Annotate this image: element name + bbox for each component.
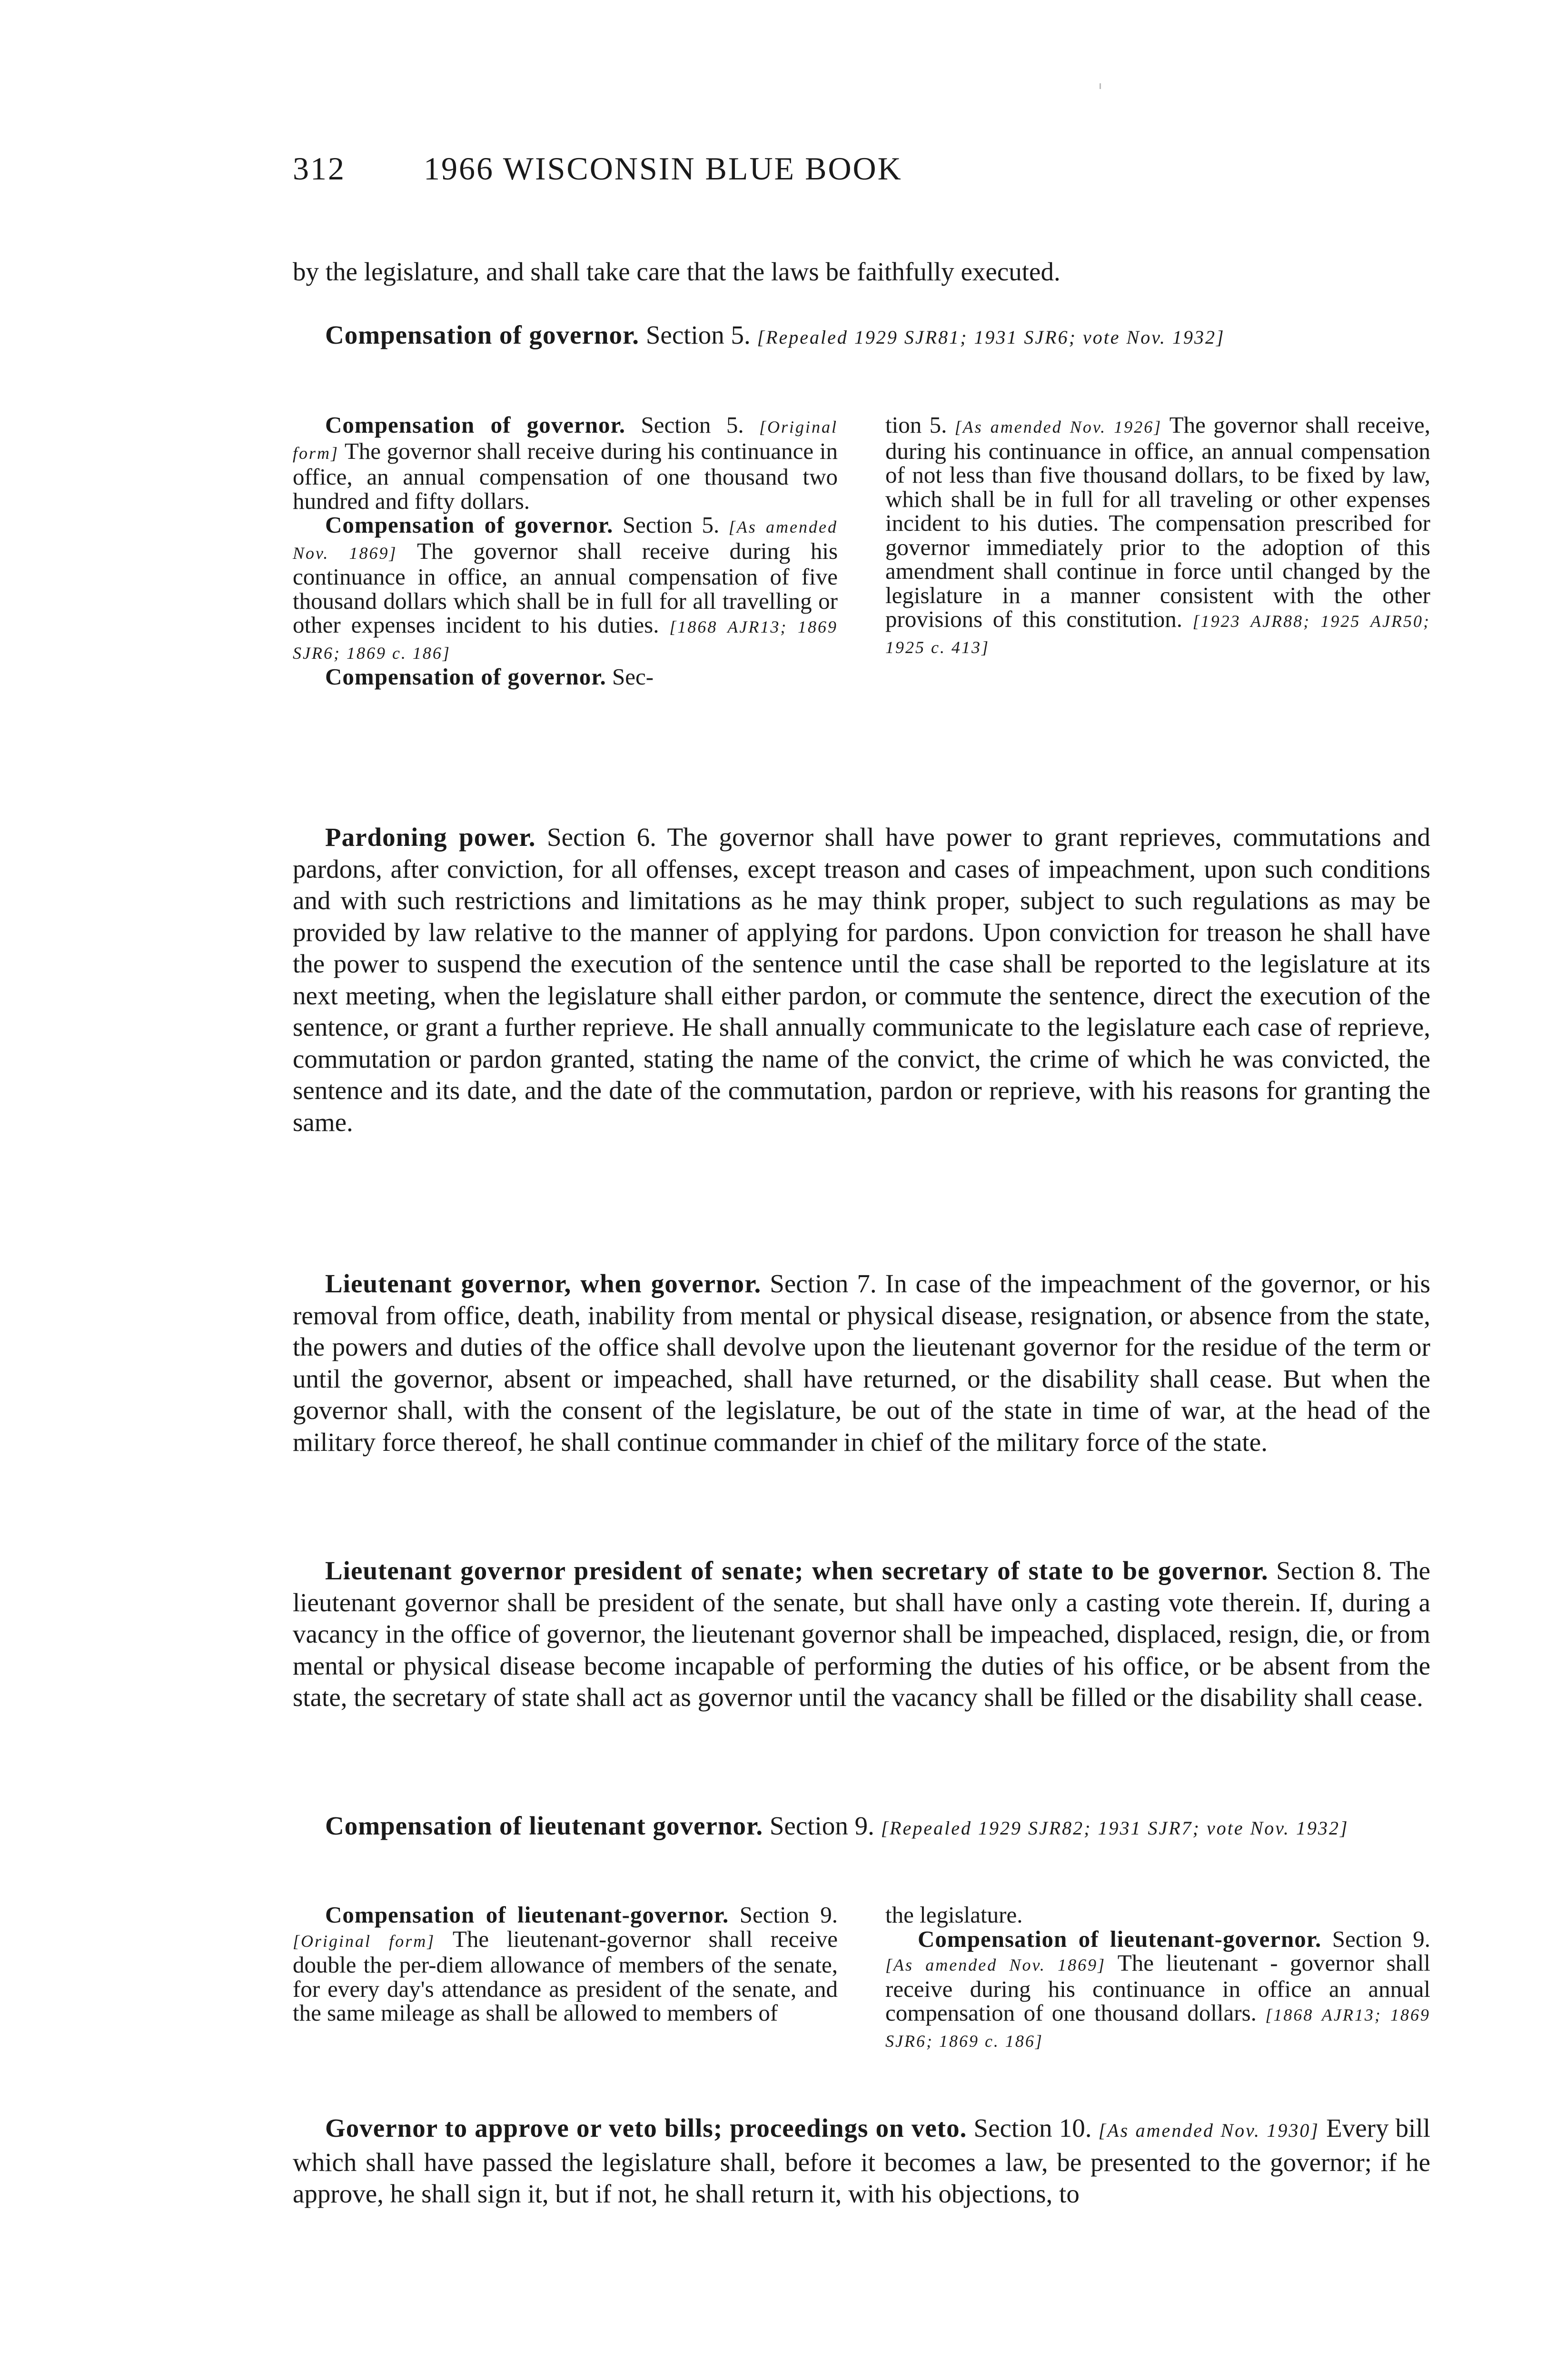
paragraph-text: Every bill which shall have passed the legislature shall, before it becomes a law, be presented to the governor; if he approve, he shall sign it, but if not, he shall return it, with his objections, to bbox=[293, 2113, 1430, 2208]
note-column-right bbox=[885, 413, 1430, 659]
citation: [As amended Nov. 1869] bbox=[885, 1955, 1106, 1974]
paragraph-text: Section 8. The lieutenant governor shall be president of the senate, but shall have only a casting vote therein. If, during a vacancy in the office of governor, the lieutenant governor shall be impeached, displaced, resign, die, or from mental or physical disease become incapable of performing the duties of his office, or be absent from the state, the secretary of state shall act as governor until the vacancy shall be filled or the disability shall cease. bbox=[293, 1556, 1430, 1712]
note-text: the legislature. bbox=[885, 1902, 1023, 1928]
citation: [1868 AJR13; 1869 SJR6; 1869 c. 186] bbox=[885, 2005, 1431, 2051]
citation: [1923 AJR88; 1925 AJR50; 1925 c. 413] bbox=[885, 612, 1431, 657]
note-column-right bbox=[885, 1903, 1430, 2053]
note-text: Section 5. bbox=[625, 412, 759, 438]
note-amended-1926 bbox=[885, 413, 1430, 659]
note-text: Section 9. bbox=[1321, 1925, 1430, 1952]
note-column-left bbox=[293, 413, 838, 689]
note-text: tion 5. bbox=[885, 412, 955, 438]
note-text: The lieutenant - governor shall receive during his continuance in office an annual compensation of one thousand dollars. bbox=[885, 1950, 1430, 2026]
citation: [As amended Nov. 1930] bbox=[1098, 2120, 1319, 2141]
paragraph-text: Section 5. bbox=[639, 320, 757, 349]
book-page bbox=[293, 0, 1430, 2380]
section-heading: Lieutenant governor, when governor. bbox=[325, 1269, 762, 1298]
note-text: Sec- bbox=[606, 664, 654, 690]
note-amended-1869 bbox=[885, 1927, 1430, 2053]
note-text: The governor shall receive, during his continuance in office, an annual compensation of not less than five thousand dollars, to be fixed by law, which shall be in full for all traveling or other expenses incident to his duties. The compensation prescribed for governor immediately prior to the adoption of this amendment shall continue in force until changed by the legislature in a manner consistent with the other provisions of this constitution. bbox=[885, 412, 1431, 632]
note-text: Section 9. bbox=[729, 1902, 838, 1928]
citation: [Repealed 1929 SJR81; 1931 SJR6; vote Nov. 1932] bbox=[757, 327, 1225, 348]
note-continued bbox=[885, 1903, 1430, 1927]
scan-mark bbox=[1100, 83, 1101, 89]
note-column-left bbox=[293, 1903, 838, 2025]
paragraph-section5-repealed bbox=[293, 319, 1430, 354]
paragraph-section8 bbox=[293, 1555, 1430, 1714]
note-amended-1869 bbox=[293, 513, 838, 665]
citation: [1868 AJR13; 1869 SJR6; 1869 c. 186] bbox=[293, 617, 838, 663]
note-original-form bbox=[293, 413, 838, 513]
note-text: The governor shall receive during his continuance in office, an annual compensation of one thousand two hundred and fifty dollars. bbox=[293, 437, 838, 514]
paragraph-text: by the legislature, and shall take care that the laws be faithfully executed. bbox=[293, 257, 1060, 286]
note-heading: Compensation of lieutenant-governor. bbox=[325, 1902, 729, 1928]
citation: [Repealed 1929 SJR82; 1931 SJR7; vote Nov. 1932] bbox=[881, 1817, 1349, 1839]
paragraph-section10 bbox=[293, 2112, 1430, 2210]
section-heading: Governor to approve or veto bills; proceedings on veto. bbox=[325, 2113, 967, 2142]
paragraph-section6 bbox=[293, 822, 1430, 1138]
paragraph-text: Section 6. The governor shall have power to grant reprieves, commutations and pardons, after conviction, for all offenses, except treason and cases of impeachment, upon such conditions and with such restrictions and limitations as he may think proper, subject to such regulations as may be provided by law relative to the manner of applying for pardons. Upon conviction for treason he shall have the power to suspend the execution of the sentence until the case shall be reported to the legislature at its next meeting, when the legislature shall either pardon, or commute the sentence, direct the execution of the sentence, or grant a further reprieve. He shall annually communicate to the legislature each case of reprieve, commutation or pardon granted, stating the name of the convict, the crime of which he was convicted, the sentence and its date, and the date of the commutation, pardon or reprieve, with his reasons for granting the same. bbox=[293, 823, 1430, 1137]
note-heading: Compensation of lieutenant-governor. bbox=[918, 1925, 1322, 1952]
running-head bbox=[293, 150, 1430, 198]
citation: [As amended Nov. 1926] bbox=[954, 417, 1162, 436]
section-heading: Lieutenant governor president of senate; when secretary of state to be governor. bbox=[325, 1556, 1269, 1585]
note-text: Section 5. bbox=[613, 512, 729, 538]
note-original-form bbox=[293, 1903, 838, 2025]
paragraph-continued bbox=[293, 256, 1430, 288]
note-text: The governor shall receive during his continuance in office, an annual compensation of five thousand dollars which shall be in full for all travelling or other expenses incident to his duties. bbox=[293, 537, 838, 638]
page-number: 312 bbox=[293, 150, 346, 187]
citation: [Original form] bbox=[293, 1931, 436, 1951]
paragraph-text: Section 10. bbox=[967, 2113, 1099, 2142]
paragraph-section9-repealed bbox=[293, 1810, 1430, 1844]
citation: [Original form] bbox=[293, 417, 838, 463]
citation: [As amended Nov. 1869] bbox=[293, 517, 838, 563]
note-heading: Compensation of governor. bbox=[325, 512, 614, 538]
section-heading: Compensation of governor. bbox=[325, 320, 640, 349]
paragraph-text: Section 9. bbox=[763, 1811, 881, 1840]
note-amended-1926-start bbox=[293, 665, 838, 689]
note-heading: Compensation of governor. bbox=[325, 664, 606, 690]
note-heading: Compensation of governor. bbox=[325, 412, 626, 438]
section-heading: Pardoning power. bbox=[325, 823, 536, 852]
book-title: 1966 WISCONSIN BLUE BOOK bbox=[424, 150, 902, 187]
paragraph-text: Section 7. In case of the impeachment of the governor, or his removal from office, death, inability from mental or physical disease, resignation, or absence from the state, the powers and duties of the office shall devolve upon the lieutenant governor for the residue of the term or until the governor, absent or impeached, shall have returned, or the disability shall cease. But when the governor shall, with the consent of the legislature, be out of the state in time of war, at the head of the military force thereof, he shall continue commander in chief of the military force of the state. bbox=[293, 1269, 1430, 1457]
section-heading: Compensation of lieutenant governor. bbox=[325, 1811, 763, 1840]
note-text: The lieutenant-governor shall receive double the per-diem allowance of members of the senate, for every day's attendance as president of the senate, and the same mileage as shall be allowed to members of bbox=[293, 1925, 838, 2026]
paragraph-section7 bbox=[293, 1268, 1430, 1458]
